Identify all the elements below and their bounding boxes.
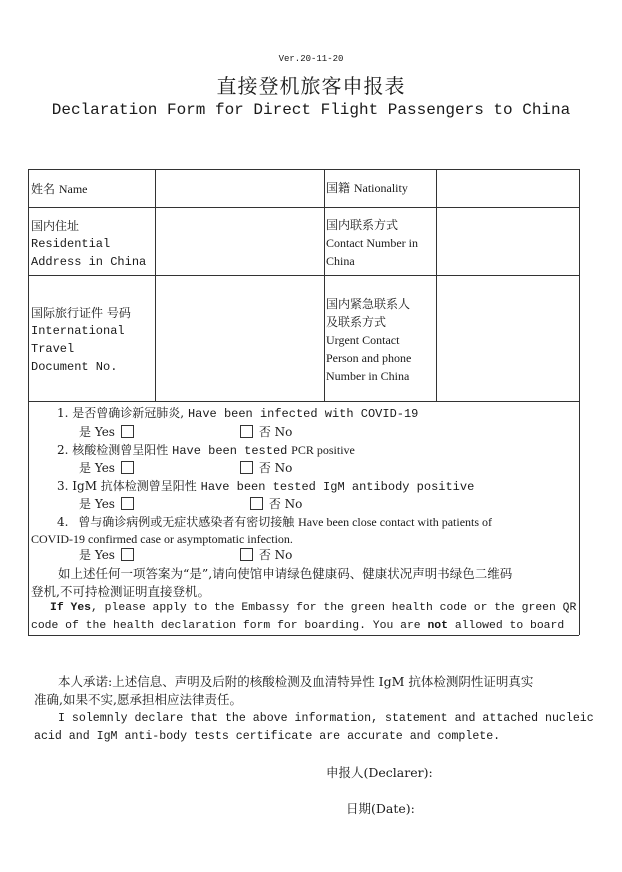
declaration-en-line2: acid and IgM anti-body tests certificate are accurate and complete. [34, 730, 501, 743]
question-4: 4. 曾与确诊病例或无症状感染者有密切接触 Have been close contact with patients of [57, 515, 493, 529]
q1-yes-option: 是 Yes [79, 425, 136, 439]
q4-no-checkbox[interactable] [240, 548, 253, 561]
question-1: 1. 是否曾确诊新冠肺炎, Have been infected with COVID-19 [57, 406, 419, 421]
instructions-en-line1: If Yes, please apply to the Embassy for the green health code or the green QR [50, 602, 577, 614]
title-chinese: 直接登机旅客申报表 [216, 74, 406, 98]
address-field[interactable] [158, 210, 322, 273]
q3-no-option: 否 No [248, 497, 302, 511]
table-border-right [579, 169, 580, 635]
q1-no-checkbox[interactable] [240, 425, 253, 438]
question-3: 3. IgM 抗体检测曾呈阳性 Have been tested IgM antibody positive [57, 479, 475, 494]
table-row-line [28, 207, 579, 208]
declaration-cn-line2: 准确,如果不实,愿承担相应法律责任。 [34, 692, 242, 707]
question-4-continued: COVID-19 confirmed case or asymptomatic infection. [31, 532, 293, 546]
contact-field[interactable] [439, 210, 577, 273]
title-english: Declaration Form for Direct Flight Passengers to China [51, 101, 571, 119]
instructions-cn-line1: 如上述任何一项答案为“是”,请向使馆申请绿色健康码、健康状况声明书绿色二维码 [58, 566, 513, 581]
table-border-bottom [28, 635, 579, 636]
q2-no-checkbox[interactable] [240, 461, 253, 474]
table-row-line [28, 401, 579, 402]
q4-yes-checkbox[interactable] [121, 548, 134, 561]
passport-label: 国际旅行证件 号码 International Travel Document No. [31, 306, 131, 374]
q2-no-option: 否 No [238, 461, 292, 475]
q2-yes-option: 是 Yes [79, 461, 136, 475]
q4-no-option: 否 No [238, 548, 292, 562]
date-label: 日期(Date): [346, 801, 415, 816]
q3-yes-checkbox[interactable] [121, 497, 134, 510]
q2-yes-checkbox[interactable] [121, 461, 134, 474]
q4-yes-option: 是 Yes [79, 548, 136, 562]
table-col-line [436, 169, 437, 401]
address-label: 国内住址 Residential Address in China [31, 219, 147, 269]
instructions-en-line2: code of the health declaration form for boarding. You are not allowed to board [31, 620, 565, 632]
version-label: Ver.20-11-20 [278, 54, 344, 64]
table-col-line [324, 169, 325, 401]
table-border-left [28, 169, 29, 635]
q3-yes-option: 是 Yes [79, 497, 136, 511]
nationality-field[interactable] [439, 172, 577, 205]
emergency-field[interactable] [439, 278, 577, 399]
name-label: 姓名 Name [31, 182, 88, 196]
declaration-en-line1: I solemnly declare that the above information, statement and attached nucleic [58, 712, 594, 725]
instructions-cn-line2: 登机,不可持检测证明直接登机。 [31, 584, 210, 599]
q1-no-option: 否 No [238, 425, 292, 439]
declaration-cn-line1: 本人承诺:上述信息、声明及后附的核酸检测及血清特异性 IgM 抗体检测阴性证明真实 [58, 674, 534, 689]
table-border-top [28, 169, 579, 170]
q1-yes-checkbox[interactable] [121, 425, 134, 438]
name-field[interactable] [158, 172, 322, 205]
passport-field[interactable] [158, 278, 322, 399]
declarer-label: 申报人(Declarer): [326, 765, 433, 780]
emergency-label: 国内紧急联系人 及联系方式 Urgent Contact Person and phone Number in China [326, 297, 412, 383]
question-2: 2. 核酸检测曾呈阳性 Have been tested PCR positive [57, 443, 355, 458]
table-col-line [155, 169, 156, 401]
table-row-line [28, 275, 579, 276]
contact-label: 国内联系方式 Contact Number in China [326, 218, 418, 268]
q3-no-checkbox[interactable] [250, 497, 263, 510]
nationality-label: 国籍 Nationality [326, 181, 408, 195]
